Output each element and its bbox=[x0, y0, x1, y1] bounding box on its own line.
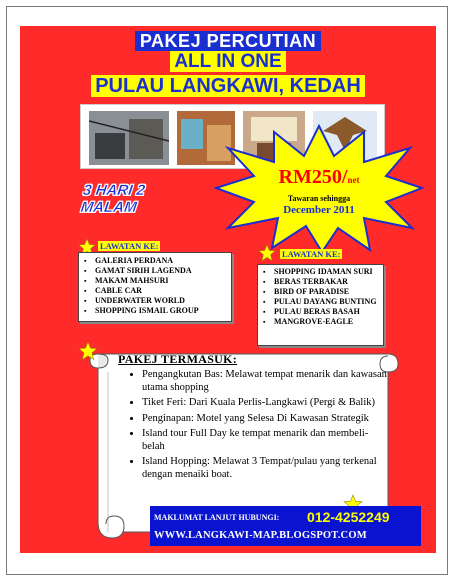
offer-date: December 2011 bbox=[283, 204, 355, 216]
list-item: ▪ UNDERWATER WORLD bbox=[95, 296, 231, 306]
contact-phone: 012-4252249 bbox=[307, 509, 390, 525]
list-item: ▪ SHOPPING ISMAIL GROUP bbox=[95, 306, 231, 316]
title-line-1: PAKEJ PERCUTIAN bbox=[0, 31, 456, 52]
duration-label: 3 HARI 2 MALAM bbox=[79, 182, 147, 216]
list-item: ▪ PULAU DAYANG BUNTING bbox=[274, 297, 383, 307]
offer-label: Tawaran sehingga bbox=[287, 194, 351, 203]
title-line-3: PULAU LANGKAWI, KEDAH bbox=[0, 75, 456, 98]
list-item: ▪ GALERIA PERDANA bbox=[95, 256, 231, 266]
price: RM250/net bbox=[278, 166, 360, 188]
price-burst-text bbox=[214, 124, 424, 254]
star-icon bbox=[258, 244, 276, 262]
contact-box bbox=[150, 506, 421, 546]
list-item: ▪ SHOPPING IDAMAN SURI bbox=[274, 267, 383, 277]
list-item: • Pengangkutan Bas: Melawat tempat menarik dan kawasan utama shopping bbox=[142, 369, 388, 394]
list-item: • Tiket Feri: Dari Kuala Perlis-Langkawi (Pergi & Balik) bbox=[142, 397, 388, 410]
list-item: ▪ BERAS TERBAKAR bbox=[274, 277, 383, 287]
list-item: ▪ BIRD OF PARADISE bbox=[274, 287, 383, 297]
list-item: ▪ MANGROVE-EAGLE bbox=[274, 317, 383, 327]
cable-car-photo bbox=[89, 111, 169, 165]
list-item: • Island tour Full Day ke tempat menarik dan membeli-belah bbox=[142, 428, 388, 453]
package-heading: PAKEJ TERMASUK: bbox=[118, 352, 238, 366]
contact-website: WWW.LANGKAWI-MAP.BLOGSPOT.COM bbox=[154, 530, 367, 541]
contact-label: MAKLUMAT LANJUT HUBUNGI: bbox=[154, 513, 280, 522]
list-item: • Penginapan: Motel yang Selesa Di Kawasan Strategik bbox=[142, 413, 388, 426]
tour-left-box bbox=[78, 252, 232, 322]
tour-right-box bbox=[257, 264, 384, 346]
title-line-2: ALL IN ONE bbox=[0, 51, 456, 73]
list-item: ▪ MAKAM MAHSURI bbox=[95, 276, 231, 286]
list-item: ▪ GAMAT SIRIH LAGENDA bbox=[95, 266, 231, 276]
tour-left-heading: LAWATAN KE: bbox=[100, 241, 159, 251]
star-icon bbox=[78, 341, 98, 361]
list-item: ▪ CABLE CAR bbox=[95, 286, 231, 296]
package-content bbox=[118, 352, 388, 484]
list-item: ▪ PULAU BERAS BASAH bbox=[274, 307, 383, 317]
list-item: • Island Hopping: Melawat 3 Tempat/pulau yang terkenal dengan menaiki boat. bbox=[142, 456, 388, 481]
tour-right-heading: LAWATAN KE: bbox=[282, 249, 341, 259]
